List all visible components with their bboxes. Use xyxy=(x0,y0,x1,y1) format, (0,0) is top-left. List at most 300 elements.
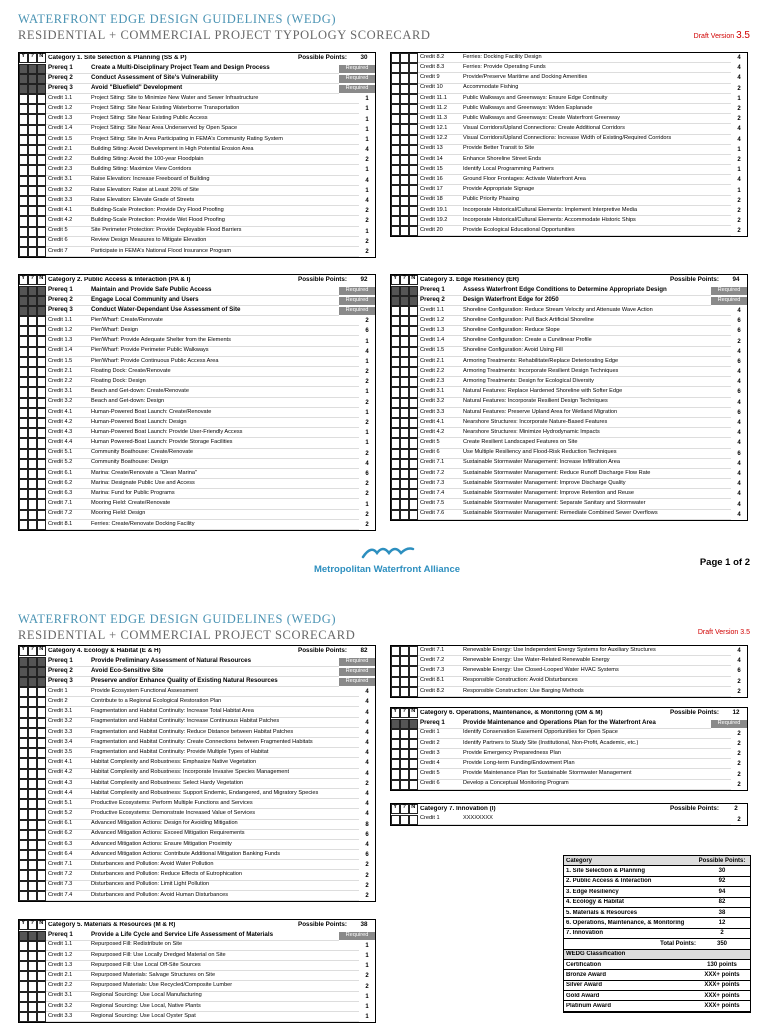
maybe-checkbox[interactable] xyxy=(400,656,409,666)
yes-checkbox[interactable] xyxy=(391,759,400,769)
maybe-checkbox[interactable] xyxy=(400,135,409,145)
maybe-checkbox[interactable] xyxy=(28,216,37,226)
maybe-checkbox[interactable] xyxy=(400,326,409,336)
maybe-checkbox[interactable] xyxy=(400,780,409,790)
maybe-checkbox[interactable] xyxy=(28,408,37,418)
yes-checkbox[interactable] xyxy=(19,697,28,707)
yes-checkbox[interactable] xyxy=(19,74,28,84)
yes-checkbox[interactable] xyxy=(391,63,400,73)
yes-checkbox[interactable] xyxy=(391,677,400,687)
maybe-checkbox[interactable] xyxy=(28,931,37,941)
maybe-checkbox[interactable] xyxy=(28,728,37,738)
maybe-checkbox[interactable] xyxy=(400,719,409,729)
no-checkbox[interactable] xyxy=(37,104,46,114)
no-checkbox[interactable] xyxy=(37,469,46,479)
yes-checkbox[interactable] xyxy=(391,316,400,326)
no-checkbox[interactable] xyxy=(37,216,46,226)
no-checkbox[interactable] xyxy=(409,387,418,397)
no-checkbox[interactable] xyxy=(37,165,46,175)
no-checkbox[interactable] xyxy=(37,941,46,951)
maybe-checkbox[interactable] xyxy=(400,438,409,448)
yes-checkbox[interactable] xyxy=(19,347,28,357)
no-checkbox[interactable] xyxy=(409,306,418,316)
no-checkbox[interactable] xyxy=(409,73,418,83)
maybe-checkbox[interactable] xyxy=(28,799,37,809)
maybe-checkbox[interactable] xyxy=(400,175,409,185)
maybe-checkbox[interactable] xyxy=(28,779,37,789)
yes-checkbox[interactable] xyxy=(19,186,28,196)
no-checkbox[interactable] xyxy=(37,758,46,768)
no-checkbox[interactable] xyxy=(37,336,46,346)
maybe-checkbox[interactable] xyxy=(28,155,37,165)
no-checkbox[interactable] xyxy=(37,850,46,860)
no-checkbox[interactable] xyxy=(37,326,46,336)
maybe-checkbox[interactable] xyxy=(28,1002,37,1012)
no-checkbox[interactable] xyxy=(37,881,46,891)
yes-checkbox[interactable] xyxy=(19,94,28,104)
maybe-checkbox[interactable] xyxy=(28,428,37,438)
no-checkbox[interactable] xyxy=(409,216,418,226)
yes-checkbox[interactable] xyxy=(391,114,400,124)
yes-checkbox[interactable] xyxy=(19,1002,28,1012)
no-checkbox[interactable] xyxy=(409,729,418,739)
maybe-checkbox[interactable] xyxy=(28,941,37,951)
yes-checkbox[interactable] xyxy=(391,175,400,185)
yes-checkbox[interactable] xyxy=(391,135,400,145)
yes-checkbox[interactable] xyxy=(19,459,28,469)
no-checkbox[interactable] xyxy=(409,499,418,509)
maybe-checkbox[interactable] xyxy=(28,951,37,961)
maybe-checkbox[interactable] xyxy=(28,306,37,316)
yes-checkbox[interactable] xyxy=(391,185,400,195)
no-checkbox[interactable] xyxy=(37,64,46,74)
maybe-checkbox[interactable] xyxy=(400,316,409,326)
no-checkbox[interactable] xyxy=(409,135,418,145)
yes-checkbox[interactable] xyxy=(19,779,28,789)
maybe-checkbox[interactable] xyxy=(400,114,409,124)
maybe-checkbox[interactable] xyxy=(28,286,37,296)
maybe-checkbox[interactable] xyxy=(28,891,37,901)
no-checkbox[interactable] xyxy=(409,428,418,438)
no-checkbox[interactable] xyxy=(37,1012,46,1022)
no-checkbox[interactable] xyxy=(409,739,418,749)
no-checkbox[interactable] xyxy=(409,104,418,114)
maybe-checkbox[interactable] xyxy=(400,408,409,418)
no-checkbox[interactable] xyxy=(37,931,46,941)
maybe-checkbox[interactable] xyxy=(400,769,409,779)
maybe-checkbox[interactable] xyxy=(28,347,37,357)
maybe-checkbox[interactable] xyxy=(28,367,37,377)
maybe-checkbox[interactable] xyxy=(28,657,37,667)
yes-checkbox[interactable] xyxy=(19,789,28,799)
maybe-checkbox[interactable] xyxy=(400,124,409,134)
maybe-checkbox[interactable] xyxy=(28,84,37,94)
no-checkbox[interactable] xyxy=(37,155,46,165)
no-checkbox[interactable] xyxy=(37,687,46,697)
no-checkbox[interactable] xyxy=(409,226,418,236)
maybe-checkbox[interactable] xyxy=(400,687,409,697)
yes-checkbox[interactable] xyxy=(391,155,400,165)
maybe-checkbox[interactable] xyxy=(28,449,37,459)
no-checkbox[interactable] xyxy=(409,719,418,729)
maybe-checkbox[interactable] xyxy=(28,186,37,196)
yes-checkbox[interactable] xyxy=(391,124,400,134)
no-checkbox[interactable] xyxy=(37,114,46,124)
yes-checkbox[interactable] xyxy=(391,398,400,408)
yes-checkbox[interactable] xyxy=(391,418,400,428)
no-checkbox[interactable] xyxy=(37,738,46,748)
no-checkbox[interactable] xyxy=(409,677,418,687)
maybe-checkbox[interactable] xyxy=(28,316,37,326)
no-checkbox[interactable] xyxy=(37,718,46,728)
no-checkbox[interactable] xyxy=(37,799,46,809)
yes-checkbox[interactable] xyxy=(391,438,400,448)
no-checkbox[interactable] xyxy=(409,63,418,73)
yes-checkbox[interactable] xyxy=(19,941,28,951)
yes-checkbox[interactable] xyxy=(19,667,28,677)
yes-checkbox[interactable] xyxy=(19,748,28,758)
maybe-checkbox[interactable] xyxy=(400,165,409,175)
maybe-checkbox[interactable] xyxy=(28,418,37,428)
yes-checkbox[interactable] xyxy=(19,357,28,367)
yes-checkbox[interactable] xyxy=(19,398,28,408)
yes-checkbox[interactable] xyxy=(19,840,28,850)
yes-checkbox[interactable] xyxy=(19,336,28,346)
maybe-checkbox[interactable] xyxy=(400,377,409,387)
maybe-checkbox[interactable] xyxy=(28,769,37,779)
yes-checkbox[interactable] xyxy=(391,326,400,336)
maybe-checkbox[interactable] xyxy=(28,687,37,697)
maybe-checkbox[interactable] xyxy=(400,206,409,216)
maybe-checkbox[interactable] xyxy=(400,226,409,236)
maybe-checkbox[interactable] xyxy=(28,247,37,257)
yes-checkbox[interactable] xyxy=(19,870,28,880)
no-checkbox[interactable] xyxy=(37,357,46,367)
no-checkbox[interactable] xyxy=(37,748,46,758)
no-checkbox[interactable] xyxy=(37,840,46,850)
yes-checkbox[interactable] xyxy=(391,377,400,387)
no-checkbox[interactable] xyxy=(37,728,46,738)
maybe-checkbox[interactable] xyxy=(28,104,37,114)
yes-checkbox[interactable] xyxy=(391,719,400,729)
yes-checkbox[interactable] xyxy=(19,820,28,830)
maybe-checkbox[interactable] xyxy=(28,870,37,880)
no-checkbox[interactable] xyxy=(409,459,418,469)
yes-checkbox[interactable] xyxy=(19,438,28,448)
yes-checkbox[interactable] xyxy=(19,449,28,459)
no-checkbox[interactable] xyxy=(37,347,46,357)
no-checkbox[interactable] xyxy=(409,398,418,408)
no-checkbox[interactable] xyxy=(37,398,46,408)
yes-checkbox[interactable] xyxy=(391,145,400,155)
no-checkbox[interactable] xyxy=(409,666,418,676)
no-checkbox[interactable] xyxy=(37,951,46,961)
yes-checkbox[interactable] xyxy=(19,377,28,387)
maybe-checkbox[interactable] xyxy=(28,881,37,891)
maybe-checkbox[interactable] xyxy=(28,707,37,717)
maybe-checkbox[interactable] xyxy=(400,459,409,469)
maybe-checkbox[interactable] xyxy=(28,697,37,707)
no-checkbox[interactable] xyxy=(409,114,418,124)
no-checkbox[interactable] xyxy=(37,74,46,84)
no-checkbox[interactable] xyxy=(37,449,46,459)
maybe-checkbox[interactable] xyxy=(400,336,409,346)
maybe-checkbox[interactable] xyxy=(400,145,409,155)
yes-checkbox[interactable] xyxy=(19,237,28,247)
maybe-checkbox[interactable] xyxy=(28,479,37,489)
yes-checkbox[interactable] xyxy=(19,84,28,94)
no-checkbox[interactable] xyxy=(37,870,46,880)
no-checkbox[interactable] xyxy=(37,247,46,257)
yes-checkbox[interactable] xyxy=(391,206,400,216)
yes-checkbox[interactable] xyxy=(391,729,400,739)
no-checkbox[interactable] xyxy=(37,479,46,489)
yes-checkbox[interactable] xyxy=(391,196,400,206)
no-checkbox[interactable] xyxy=(37,418,46,428)
no-checkbox[interactable] xyxy=(409,449,418,459)
no-checkbox[interactable] xyxy=(37,367,46,377)
maybe-checkbox[interactable] xyxy=(400,306,409,316)
maybe-checkbox[interactable] xyxy=(400,196,409,206)
yes-checkbox[interactable] xyxy=(391,489,400,499)
yes-checkbox[interactable] xyxy=(19,114,28,124)
no-checkbox[interactable] xyxy=(409,479,418,489)
yes-checkbox[interactable] xyxy=(19,657,28,667)
no-checkbox[interactable] xyxy=(37,387,46,397)
yes-checkbox[interactable] xyxy=(19,860,28,870)
no-checkbox[interactable] xyxy=(409,336,418,346)
maybe-checkbox[interactable] xyxy=(28,165,37,175)
yes-checkbox[interactable] xyxy=(391,469,400,479)
no-checkbox[interactable] xyxy=(37,459,46,469)
maybe-checkbox[interactable] xyxy=(28,961,37,971)
maybe-checkbox[interactable] xyxy=(400,347,409,357)
no-checkbox[interactable] xyxy=(409,749,418,759)
maybe-checkbox[interactable] xyxy=(400,449,409,459)
no-checkbox[interactable] xyxy=(409,145,418,155)
yes-checkbox[interactable] xyxy=(19,499,28,509)
yes-checkbox[interactable] xyxy=(19,196,28,206)
yes-checkbox[interactable] xyxy=(19,799,28,809)
no-checkbox[interactable] xyxy=(409,815,418,825)
yes-checkbox[interactable] xyxy=(19,165,28,175)
no-checkbox[interactable] xyxy=(37,961,46,971)
maybe-checkbox[interactable] xyxy=(28,820,37,830)
maybe-checkbox[interactable] xyxy=(28,296,37,306)
yes-checkbox[interactable] xyxy=(19,387,28,397)
maybe-checkbox[interactable] xyxy=(400,216,409,226)
maybe-checkbox[interactable] xyxy=(28,357,37,367)
yes-checkbox[interactable] xyxy=(19,316,28,326)
yes-checkbox[interactable] xyxy=(19,176,28,186)
no-checkbox[interactable] xyxy=(409,185,418,195)
no-checkbox[interactable] xyxy=(409,347,418,357)
no-checkbox[interactable] xyxy=(409,656,418,666)
no-checkbox[interactable] xyxy=(409,646,418,656)
yes-checkbox[interactable] xyxy=(391,408,400,418)
no-checkbox[interactable] xyxy=(409,165,418,175)
yes-checkbox[interactable] xyxy=(391,646,400,656)
no-checkbox[interactable] xyxy=(37,94,46,104)
no-checkbox[interactable] xyxy=(409,175,418,185)
yes-checkbox[interactable] xyxy=(391,216,400,226)
no-checkbox[interactable] xyxy=(409,357,418,367)
yes-checkbox[interactable] xyxy=(19,1012,28,1022)
no-checkbox[interactable] xyxy=(409,769,418,779)
yes-checkbox[interactable] xyxy=(391,479,400,489)
no-checkbox[interactable] xyxy=(37,227,46,237)
maybe-checkbox[interactable] xyxy=(400,84,409,94)
yes-checkbox[interactable] xyxy=(391,780,400,790)
maybe-checkbox[interactable] xyxy=(28,398,37,408)
maybe-checkbox[interactable] xyxy=(28,971,37,981)
maybe-checkbox[interactable] xyxy=(400,104,409,114)
maybe-checkbox[interactable] xyxy=(400,815,409,825)
no-checkbox[interactable] xyxy=(409,124,418,134)
maybe-checkbox[interactable] xyxy=(400,73,409,83)
maybe-checkbox[interactable] xyxy=(28,145,37,155)
no-checkbox[interactable] xyxy=(37,809,46,819)
no-checkbox[interactable] xyxy=(37,145,46,155)
yes-checkbox[interactable] xyxy=(391,449,400,459)
yes-checkbox[interactable] xyxy=(19,145,28,155)
maybe-checkbox[interactable] xyxy=(28,677,37,687)
maybe-checkbox[interactable] xyxy=(400,469,409,479)
no-checkbox[interactable] xyxy=(37,186,46,196)
maybe-checkbox[interactable] xyxy=(28,489,37,499)
yes-checkbox[interactable] xyxy=(19,738,28,748)
yes-checkbox[interactable] xyxy=(19,687,28,697)
maybe-checkbox[interactable] xyxy=(28,830,37,840)
yes-checkbox[interactable] xyxy=(19,850,28,860)
no-checkbox[interactable] xyxy=(37,84,46,94)
yes-checkbox[interactable] xyxy=(391,459,400,469)
no-checkbox[interactable] xyxy=(37,860,46,870)
no-checkbox[interactable] xyxy=(37,992,46,1002)
maybe-checkbox[interactable] xyxy=(400,489,409,499)
maybe-checkbox[interactable] xyxy=(400,357,409,367)
yes-checkbox[interactable] xyxy=(19,881,28,891)
no-checkbox[interactable] xyxy=(37,438,46,448)
yes-checkbox[interactable] xyxy=(391,94,400,104)
yes-checkbox[interactable] xyxy=(19,296,28,306)
no-checkbox[interactable] xyxy=(409,408,418,418)
maybe-checkbox[interactable] xyxy=(400,418,409,428)
no-checkbox[interactable] xyxy=(37,316,46,326)
maybe-checkbox[interactable] xyxy=(28,387,37,397)
maybe-checkbox[interactable] xyxy=(400,739,409,749)
no-checkbox[interactable] xyxy=(37,657,46,667)
yes-checkbox[interactable] xyxy=(19,326,28,336)
yes-checkbox[interactable] xyxy=(19,479,28,489)
no-checkbox[interactable] xyxy=(37,830,46,840)
no-checkbox[interactable] xyxy=(37,707,46,717)
yes-checkbox[interactable] xyxy=(19,216,28,226)
no-checkbox[interactable] xyxy=(409,206,418,216)
yes-checkbox[interactable] xyxy=(391,306,400,316)
yes-checkbox[interactable] xyxy=(19,718,28,728)
maybe-checkbox[interactable] xyxy=(28,237,37,247)
yes-checkbox[interactable] xyxy=(391,357,400,367)
maybe-checkbox[interactable] xyxy=(400,185,409,195)
no-checkbox[interactable] xyxy=(409,418,418,428)
maybe-checkbox[interactable] xyxy=(28,809,37,819)
yes-checkbox[interactable] xyxy=(19,247,28,257)
no-checkbox[interactable] xyxy=(37,428,46,438)
yes-checkbox[interactable] xyxy=(19,155,28,165)
maybe-checkbox[interactable] xyxy=(400,499,409,509)
yes-checkbox[interactable] xyxy=(19,306,28,316)
yes-checkbox[interactable] xyxy=(391,367,400,377)
maybe-checkbox[interactable] xyxy=(400,155,409,165)
yes-checkbox[interactable] xyxy=(391,769,400,779)
yes-checkbox[interactable] xyxy=(391,336,400,346)
no-checkbox[interactable] xyxy=(37,196,46,206)
yes-checkbox[interactable] xyxy=(19,489,28,499)
no-checkbox[interactable] xyxy=(409,316,418,326)
maybe-checkbox[interactable] xyxy=(28,196,37,206)
maybe-checkbox[interactable] xyxy=(28,860,37,870)
maybe-checkbox[interactable] xyxy=(400,677,409,687)
no-checkbox[interactable] xyxy=(37,176,46,186)
yes-checkbox[interactable] xyxy=(19,206,28,216)
yes-checkbox[interactable] xyxy=(19,367,28,377)
maybe-checkbox[interactable] xyxy=(28,718,37,728)
maybe-checkbox[interactable] xyxy=(28,125,37,135)
yes-checkbox[interactable] xyxy=(19,728,28,738)
yes-checkbox[interactable] xyxy=(19,758,28,768)
no-checkbox[interactable] xyxy=(37,237,46,247)
yes-checkbox[interactable] xyxy=(391,815,400,825)
no-checkbox[interactable] xyxy=(37,125,46,135)
maybe-checkbox[interactable] xyxy=(400,53,409,63)
maybe-checkbox[interactable] xyxy=(400,296,409,306)
no-checkbox[interactable] xyxy=(37,296,46,306)
no-checkbox[interactable] xyxy=(37,377,46,387)
maybe-checkbox[interactable] xyxy=(28,981,37,991)
yes-checkbox[interactable] xyxy=(19,707,28,717)
maybe-checkbox[interactable] xyxy=(28,840,37,850)
maybe-checkbox[interactable] xyxy=(400,479,409,489)
maybe-checkbox[interactable] xyxy=(28,850,37,860)
no-checkbox[interactable] xyxy=(37,779,46,789)
yes-checkbox[interactable] xyxy=(19,891,28,901)
no-checkbox[interactable] xyxy=(409,326,418,336)
maybe-checkbox[interactable] xyxy=(28,114,37,124)
yes-checkbox[interactable] xyxy=(391,347,400,357)
maybe-checkbox[interactable] xyxy=(28,1012,37,1022)
maybe-checkbox[interactable] xyxy=(28,64,37,74)
yes-checkbox[interactable] xyxy=(391,73,400,83)
yes-checkbox[interactable] xyxy=(19,951,28,961)
maybe-checkbox[interactable] xyxy=(400,94,409,104)
maybe-checkbox[interactable] xyxy=(400,666,409,676)
maybe-checkbox[interactable] xyxy=(28,94,37,104)
maybe-checkbox[interactable] xyxy=(400,387,409,397)
maybe-checkbox[interactable] xyxy=(28,738,37,748)
no-checkbox[interactable] xyxy=(37,408,46,418)
no-checkbox[interactable] xyxy=(409,155,418,165)
yes-checkbox[interactable] xyxy=(19,408,28,418)
yes-checkbox[interactable] xyxy=(19,286,28,296)
maybe-checkbox[interactable] xyxy=(28,748,37,758)
yes-checkbox[interactable] xyxy=(391,499,400,509)
maybe-checkbox[interactable] xyxy=(28,336,37,346)
yes-checkbox[interactable] xyxy=(19,104,28,114)
maybe-checkbox[interactable] xyxy=(400,749,409,759)
yes-checkbox[interactable] xyxy=(391,226,400,236)
no-checkbox[interactable] xyxy=(409,780,418,790)
